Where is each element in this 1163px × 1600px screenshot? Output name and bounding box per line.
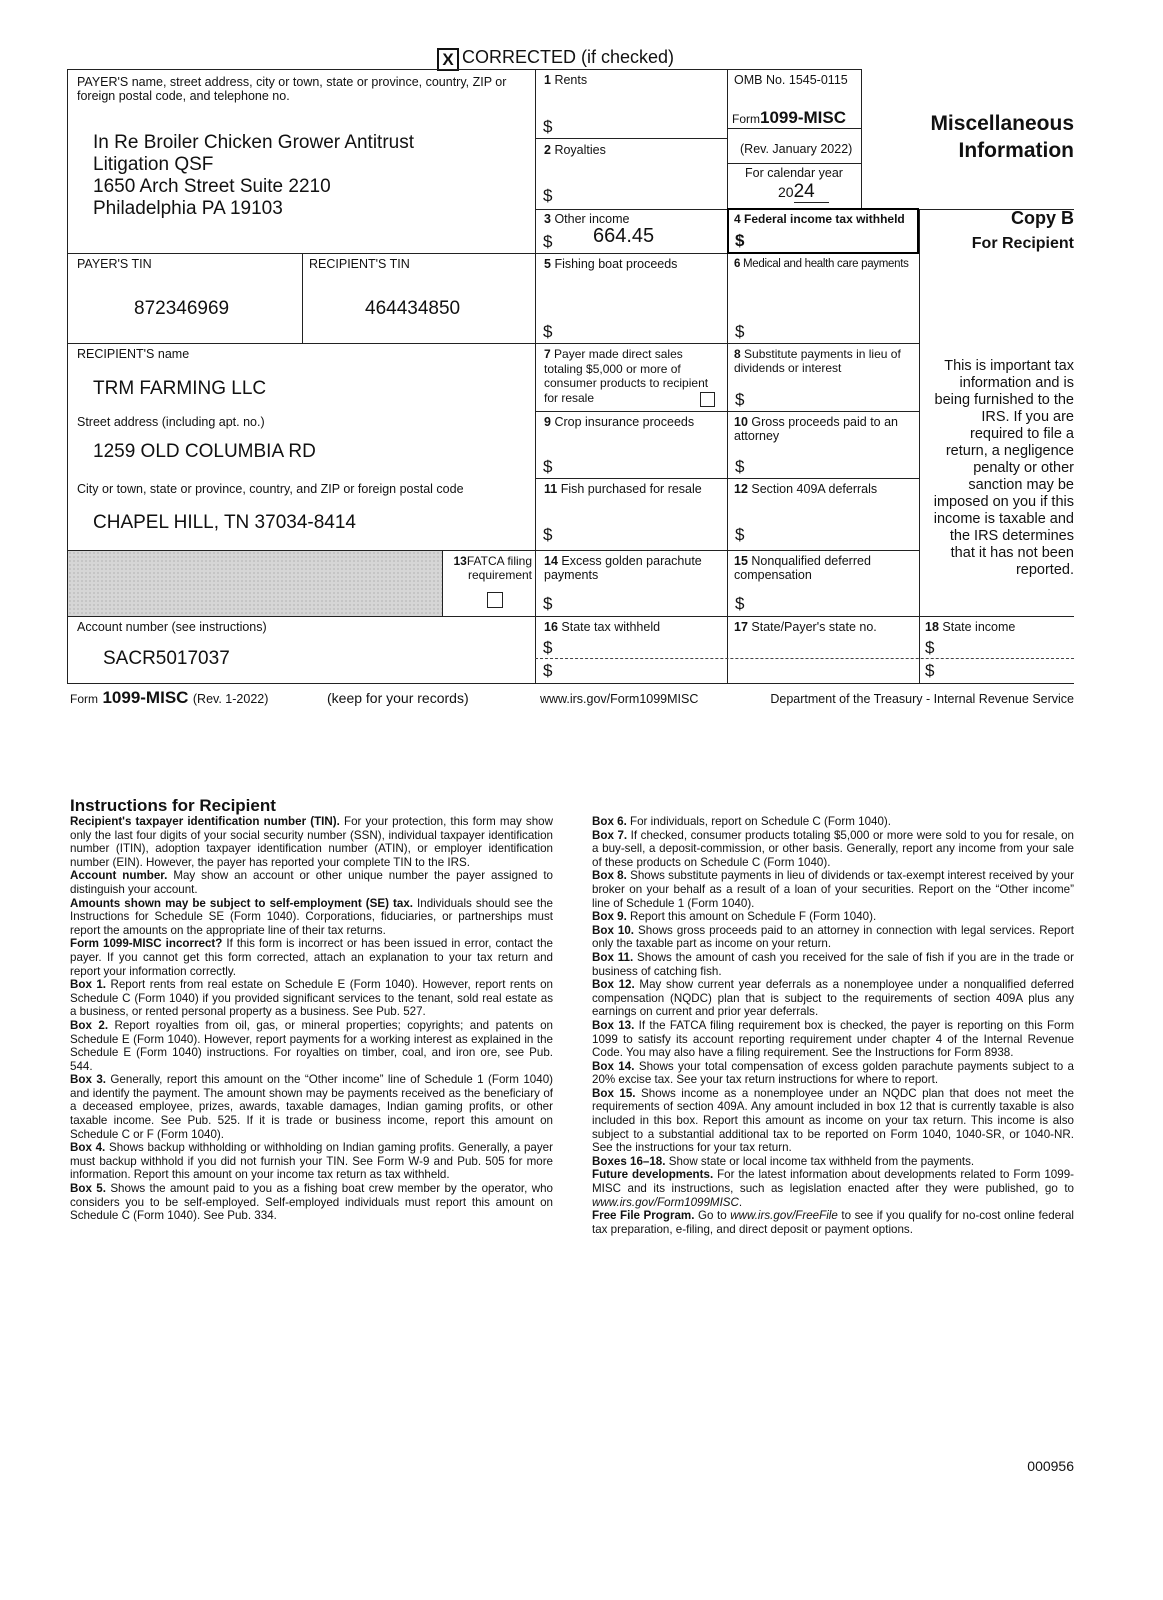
recipient-name-label: RECIPIENT'S name xyxy=(77,347,190,361)
instruction-paragraph: Box 2. Report royalties from oil, gas, or mineral properties; copyrights; and patents on Schedule E (Form 1040). However, report payments for a working interest as explained in the Schedule E (Form 1040) instructions. For royalties on timber, coal, and iron ore, see Pub. 544. xyxy=(70,1018,553,1073)
account-number: SACR5017037 xyxy=(103,648,230,669)
instructions-right-column xyxy=(592,815,1074,1236)
box10-label: 10 Gross proceeds paid to an attorney xyxy=(734,415,899,443)
recipient-tin: 464434850 xyxy=(365,298,461,319)
box18-dollar-1: $ xyxy=(925,638,935,657)
instruction-paragraph: Box 8. Shows substitute payments in lieu of dividends or tax-exempt interest received by your broker on your behalf as a result of a loan of your securities. Report on the “Other income” line of Schedule 1 (Form 1040). xyxy=(592,869,1074,910)
payer-line-3: 1650 Arch Street Suite 2210 xyxy=(93,176,331,197)
box8-label: 8 Substitute payments in lieu of dividends or interest xyxy=(734,347,901,375)
box2-dollar: $ xyxy=(543,186,553,205)
box14-label: 14 Excess golden parachute payments xyxy=(544,554,702,582)
instruction-paragraph: Box 10. Shows gross proceeds paid to an attorney in connection with legal services. Report only the taxable part as income on your return. xyxy=(592,923,1074,951)
box13-label: 13FATCA filing requirement xyxy=(453,554,532,582)
box14-dollar: $ xyxy=(543,594,553,613)
city-state-zip: CHAPEL HILL, TN 37034-8414 xyxy=(93,512,356,533)
box18-dollar-2: $ xyxy=(925,661,935,680)
box1-dollar: $ xyxy=(543,117,553,136)
instruction-paragraph: Box 15. Shows income as a nonemployee under an NQDC plan that does not meet the requirements of section 409A. Any amount included in box 12 that is currently taxable is also included in this box. Report this amount as income on your tax return. This income is also subject to a substantial additional tax to be reported on Form 1040, 1040-SR, or 1040-NR. See the instructions for your tax return. xyxy=(592,1086,1074,1155)
instructions-left-column xyxy=(70,815,553,1223)
instruction-paragraph: Box 9. Report this amount on Schedule F (Form 1040). xyxy=(592,910,877,924)
page-number: 000956 xyxy=(1027,1458,1074,1474)
box6-dollar: $ xyxy=(735,322,745,341)
payer-tin: 872346969 xyxy=(134,298,230,319)
instruction-paragraph: Form 1099-MISC incorrect? If this form is incorrect or has been issued in error, contact the payer. If you cannot get this form corrected, attach an explanation to your tax return and report your information correctly. xyxy=(70,937,553,978)
instruction-paragraph: Future developments. For the latest information about developments related to Form 1099-MISC and its instructions, such as legislation enacted after they were published, go to www.irs.gov/Form1099MISC. xyxy=(592,1168,1074,1209)
instruction-paragraph: Free File Program. Go to www.irs.gov/FreeFile to see if you qualify for no-cost online federal tax preparation, e-filing, and direct deposit or payment options. xyxy=(592,1209,1074,1236)
box4-label: 4 Federal income tax withheld xyxy=(734,212,905,226)
street-label: Street address (including apt. no.) xyxy=(77,415,265,429)
box9-label: 9 Crop insurance proceeds xyxy=(544,415,695,429)
instruction-paragraph: Box 12. May show current year deferrals as a nonemployee under a nonqualified deferred compensation (NQDC) plan that is subject to the requirements of section 409A plus any earnings on current and prior year deferrals. xyxy=(592,978,1074,1019)
box9-dollar: $ xyxy=(543,457,553,476)
box10-dollar: $ xyxy=(735,457,745,476)
footer-dept: Department of the Treasury - Internal Revenue Service xyxy=(770,692,1074,706)
payer-line-2: Litigation QSF xyxy=(93,154,214,175)
instruction-paragraph: Account number. May show an account or other unique number the payer assigned to distinguish your account. xyxy=(70,869,553,896)
copy-b-label: Copy B xyxy=(1011,208,1074,228)
instruction-paragraph: Box 6. For individuals, report on Schedule C (Form 1040). xyxy=(592,815,891,828)
instruction-paragraph: Boxes 16–18. Show state or local income tax withheld from the payments. xyxy=(592,1154,975,1168)
box8-dollar: $ xyxy=(735,390,745,409)
recipient-tin-label: RECIPIENT'S TIN xyxy=(309,257,410,271)
form-title: Miscellaneous Information xyxy=(930,112,1074,162)
payer-tin-label: PAYER'S TIN xyxy=(77,257,152,271)
instruction-paragraph: Box 5. Shows the amount paid to you as a fishing boat crew member by the operator, who considers you to be self-employed. Self-employed individuals must report this amount on Schedule C (Form 1040). See Pub. 334. xyxy=(70,1182,553,1223)
corrected-label: CORRECTED (if checked) xyxy=(462,47,675,67)
box16-label: 16 State tax withheld xyxy=(544,620,661,634)
instruction-paragraph: Box 14. Shows your total compensation of excess golden parachute payments subject to a 20% excise tax. See your tax return instructions for where to report. xyxy=(592,1059,1074,1087)
side-notice: This is important tax information and is being furnished to the IRS. If you are required to file a return, a negligence penalty or other sanction may be imposed on you if this income is taxable and the IRS determines that it has not been reported. xyxy=(933,358,1074,578)
instruction-paragraph: Box 3. Generally, report this amount on the “Other income” line of Schedule 1 (Form 1040) and identify the payment. The amount shown may be payments received as the beneficiary of a deceased employee, prizes, awards, taxable damages, Indian gaming profits, or other taxable income. See Pub. 525. If it is trade or business income, report this amount on Schedule C or F (Form 1040). xyxy=(70,1073,554,1141)
box4-dollar: $ xyxy=(735,231,745,250)
instruction-paragraph: Box 13. If the FATCA filing requirement box is checked, the payer is reporting on this Form 1099 to satisfy its account reporting requirement under chapter 4 of the Internal Revenue Code. You may also have a filing requirement. See the Instructions for Form 8938. xyxy=(592,1018,1074,1060)
omb-number: OMB No. 1545-0115 xyxy=(734,73,848,87)
footer-keep: (keep for your records) xyxy=(327,690,469,706)
box5-label: 5 Fishing boat proceeds xyxy=(544,257,678,271)
footer-url: www.irs.gov/Form1099MISC xyxy=(540,692,699,706)
instruction-paragraph: Box 7. If checked, consumer products totaling $5,000 or more were sold to you for resale, on a buy-sell, a deposit-commission, or other basis. Generally, report any income from your sale of these products on Schedule C (Form 1040). xyxy=(592,828,1075,869)
box11-label: 11 Fish purchased for resale xyxy=(544,482,702,496)
instruction-paragraph: Amounts shown may be subject to self-employment (SE) tax. Individuals should see the Instructions for Schedule SE (Form 1040). Corporations, fiduciaries, or partnerships must report the amounts on the appropriate line of their tax returns. xyxy=(70,896,553,937)
box5-dollar: $ xyxy=(543,322,553,341)
calendar-year-label: For calendar year xyxy=(745,166,843,180)
box2-label: 2 Royalties xyxy=(544,143,606,157)
box7-label: 7 Payer made direct sales totaling $5,000 or more of consumer products to recipient for resale xyxy=(544,347,709,405)
box3-dollar: $ xyxy=(543,232,553,251)
box3-value: 664.45 xyxy=(593,225,655,247)
calendar-year: 2024 xyxy=(778,181,829,203)
street-address: 1259 OLD COLUMBIA RD xyxy=(93,441,316,462)
box12-dollar: $ xyxy=(735,525,745,544)
instruction-paragraph: Box 11. Shows the amount of cash you received for the sale of fish if you are in the trade or business of catching fish. xyxy=(592,950,1074,978)
box16-dollar-2: $ xyxy=(543,661,553,680)
instruction-paragraph: Recipient's taxpayer identification number (TIN). For your protection, this form may show only the last four digits of your social security number (SSN), individual taxpayer identification number (ITIN), adoption taxpayer identification number (ATIN), or employer identification number (EIN). However, the payer has reported your complete TIN to the IRS. xyxy=(70,815,553,869)
shaded-area xyxy=(68,551,442,616)
footer-form-name: Form 1099-MISC (Rev. 1-2022) xyxy=(70,688,269,707)
instructions-heading: Instructions for Recipient xyxy=(70,796,276,815)
copy-b-sub: For Recipient xyxy=(971,235,1074,252)
recipient-name: TRM FARMING LLC xyxy=(93,378,267,399)
box6-label: 6 Medical and health care payments xyxy=(734,258,909,270)
city-label: City or town, state or province, country, and ZIP or foreign postal code xyxy=(77,482,464,496)
payer-line-1: In Re Broiler Chicken Grower Antitrust xyxy=(93,132,415,153)
box18-label: 18 State income xyxy=(925,620,1016,634)
corrected-checkbox[interactable]: X xyxy=(437,48,459,71)
form-name: Form1099-MISC xyxy=(732,108,846,127)
box17-label: 17 State/Payer's state no. xyxy=(734,620,877,634)
payer-line-4: Philadelphia PA 19103 xyxy=(93,198,283,219)
box16-dollar-1: $ xyxy=(543,638,553,657)
box11-dollar: $ xyxy=(543,525,553,544)
box15-label: 15 Nonqualified deferred compensation xyxy=(734,554,871,582)
instruction-paragraph: Box 4. Shows backup withholding or withholding on Indian gaming profits. Generally, a payer must backup withhold if you did not furnish your TIN. See Form W-9 and Pub. 505 for more information. Report this amount on your income tax return as tax withheld. xyxy=(70,1141,553,1182)
box7-checkbox[interactable] xyxy=(700,392,715,407)
account-label: Account number (see instructions) xyxy=(77,620,267,634)
box15-dollar: $ xyxy=(735,594,745,613)
payer-label: PAYER'S name, street address, city or town, state or province, country, ZIP or foreign postal code, and telephone no. xyxy=(77,75,507,103)
box12-label: 12 Section 409A deferrals xyxy=(734,482,878,496)
box3-label: 3 Other income xyxy=(544,212,630,226)
box1-label: 1 Rents xyxy=(544,73,588,87)
instruction-paragraph: Box 1. Report rents from real estate on Schedule E (Form 1040). However, report rents on Schedule C (Form 1040) if you provided significant services to the tenant, sold real estate as a business, or rented personal property as a business. See Pub. 527. xyxy=(70,978,554,1019)
fatca-checkbox[interactable] xyxy=(487,592,503,608)
form-revision: (Rev. January 2022) xyxy=(740,142,853,156)
